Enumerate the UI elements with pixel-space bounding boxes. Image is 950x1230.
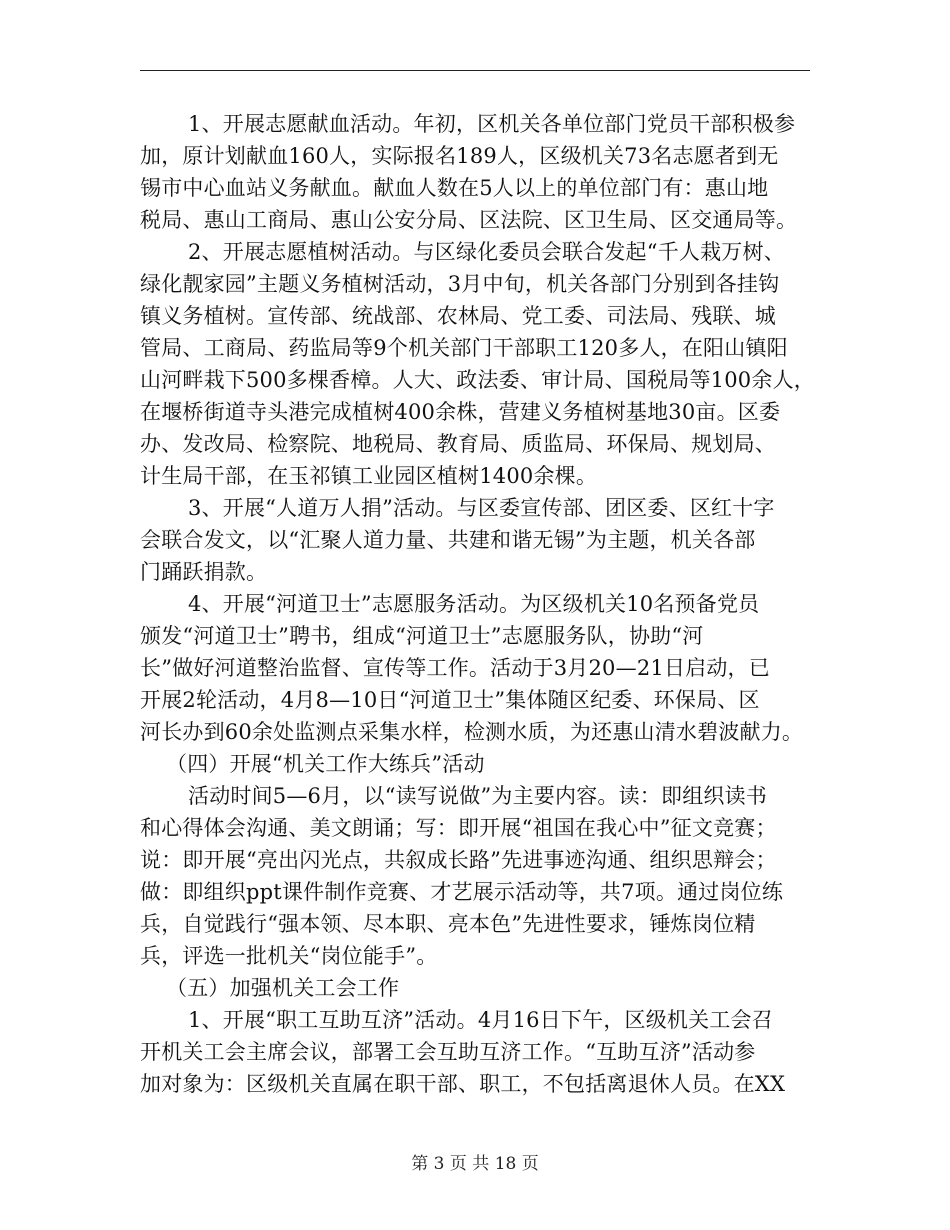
paragraph-line: 和心得体会沟通、美文朗诵；写：即开展“祖国在我心中”征文竞赛； xyxy=(140,816,777,840)
document-body xyxy=(140,108,820,1100)
paragraph-line: 做：即组织ppt课件制作竞赛、才艺展示活动等，共7项。通过岗位练 xyxy=(140,880,784,904)
paragraph-line: 山河畔栽下500多棵香樟。人大、政法委、审计局、国税局等100余人， xyxy=(140,368,815,392)
paragraph-line: 镇义务植树。宣传部、统战部、农林局、党工委、司法局、残联、城 xyxy=(140,304,776,328)
section-heading: （四）开展“机关工作大练兵”活动 xyxy=(166,752,485,776)
paragraph-line: 开展2轮活动，4月8—10日“河道卫士”集体随区纪委、环保局、区 xyxy=(140,688,760,712)
paragraph-line: 1、开展志愿献血活动。年初，区机关各单位部门党员干部积极参 xyxy=(188,112,796,136)
paragraph-line: 4、开展“河道卫士”志愿服务活动。为区级机关10名预备党员 xyxy=(188,592,760,616)
paragraph-line: 1、开展“职工互助互济”活动。4月16日下午，区级机关工会召 xyxy=(188,1008,773,1032)
paragraph-line: 会联合发文，以“汇聚人道力量、共建和谐无锡”为主题，机关各部 xyxy=(140,528,756,552)
paragraph-line: 加对象为：区级机关直属在职干部、职工，不包括离退休人员。在XX xyxy=(140,1072,786,1096)
paragraph-line: 税局、惠山工商局、惠山公安分局、区法院、区卫生局、区交通局等。 xyxy=(140,208,798,232)
paragraph-line: 开机关工会主席会议，部署工会互助互济工作。“互助互济”活动参 xyxy=(140,1040,756,1064)
page-footer: 第 3 页 共 18 页 xyxy=(411,1154,539,1174)
paragraph-line: 颁发“河道卫士”聘书，组成“河道卫士”志愿服务队，协助“河 xyxy=(140,624,704,648)
paragraph-line: 活动时间5—6月，以“读写说做”为主要内容。读：即组织读书 xyxy=(188,784,767,808)
paragraph-line: 长”做好河道整治监督、宣传等工作。活动于3月20—21日启动，已 xyxy=(140,656,770,680)
paragraph-line: 锡市中心血站义务献血。献血人数在5人以上的单位部门有：惠山地 xyxy=(140,176,769,200)
section-heading: （五）加强机关工会工作 xyxy=(166,976,400,1000)
paragraph-line: 绿化靓家园”主题义务植树活动，3月中旬，机关各部门分别到各挂钩 xyxy=(140,272,780,296)
paragraph-line: 门踊跃捐款。 xyxy=(140,560,268,584)
paragraph-line: 3、开展“人道万人捐”活动。与区委宣传部、团区委、区红十字 xyxy=(188,496,775,520)
paragraph-line: 说：即开展“亮出闪光点，共叙成长路”先进事迹沟通、组织思辩会； xyxy=(140,848,777,872)
paragraph-line: 2、开展志愿植树活动。与区绿化委员会联合发起“千人栽万树、 xyxy=(188,240,785,264)
paragraph-line: 加，原计划献血160人，实际报名189人，区级机关73名志愿者到无 xyxy=(140,144,779,168)
paragraph-line: 在堰桥街道寺头港完成植树400余株，营建义务植树基地30亩。区委 xyxy=(140,400,781,424)
paragraph-line: 管局、工商局、药监局等9个机关部门干部职工120多人，在阳山镇阳 xyxy=(140,336,788,360)
header-rule xyxy=(140,70,810,71)
paragraph-line: 办、发改局、检察院、地税局、教育局、质监局、环保局、规划局、 xyxy=(140,432,776,456)
paragraph-line: 河长办到60余处监测点采集水样，检测水质，为还惠山清水碧波献力。 xyxy=(140,720,804,744)
paragraph-line: 兵，评选一批机关“岗位能手”。 xyxy=(140,944,438,968)
paragraph-line: 计生局干部，在玉祁镇工业园区植树1400余棵。 xyxy=(140,464,598,488)
paragraph-line: 兵，自觉践行“强本领、尽本职、亮本色”先进性要求，锤炼岗位精 xyxy=(140,912,756,936)
